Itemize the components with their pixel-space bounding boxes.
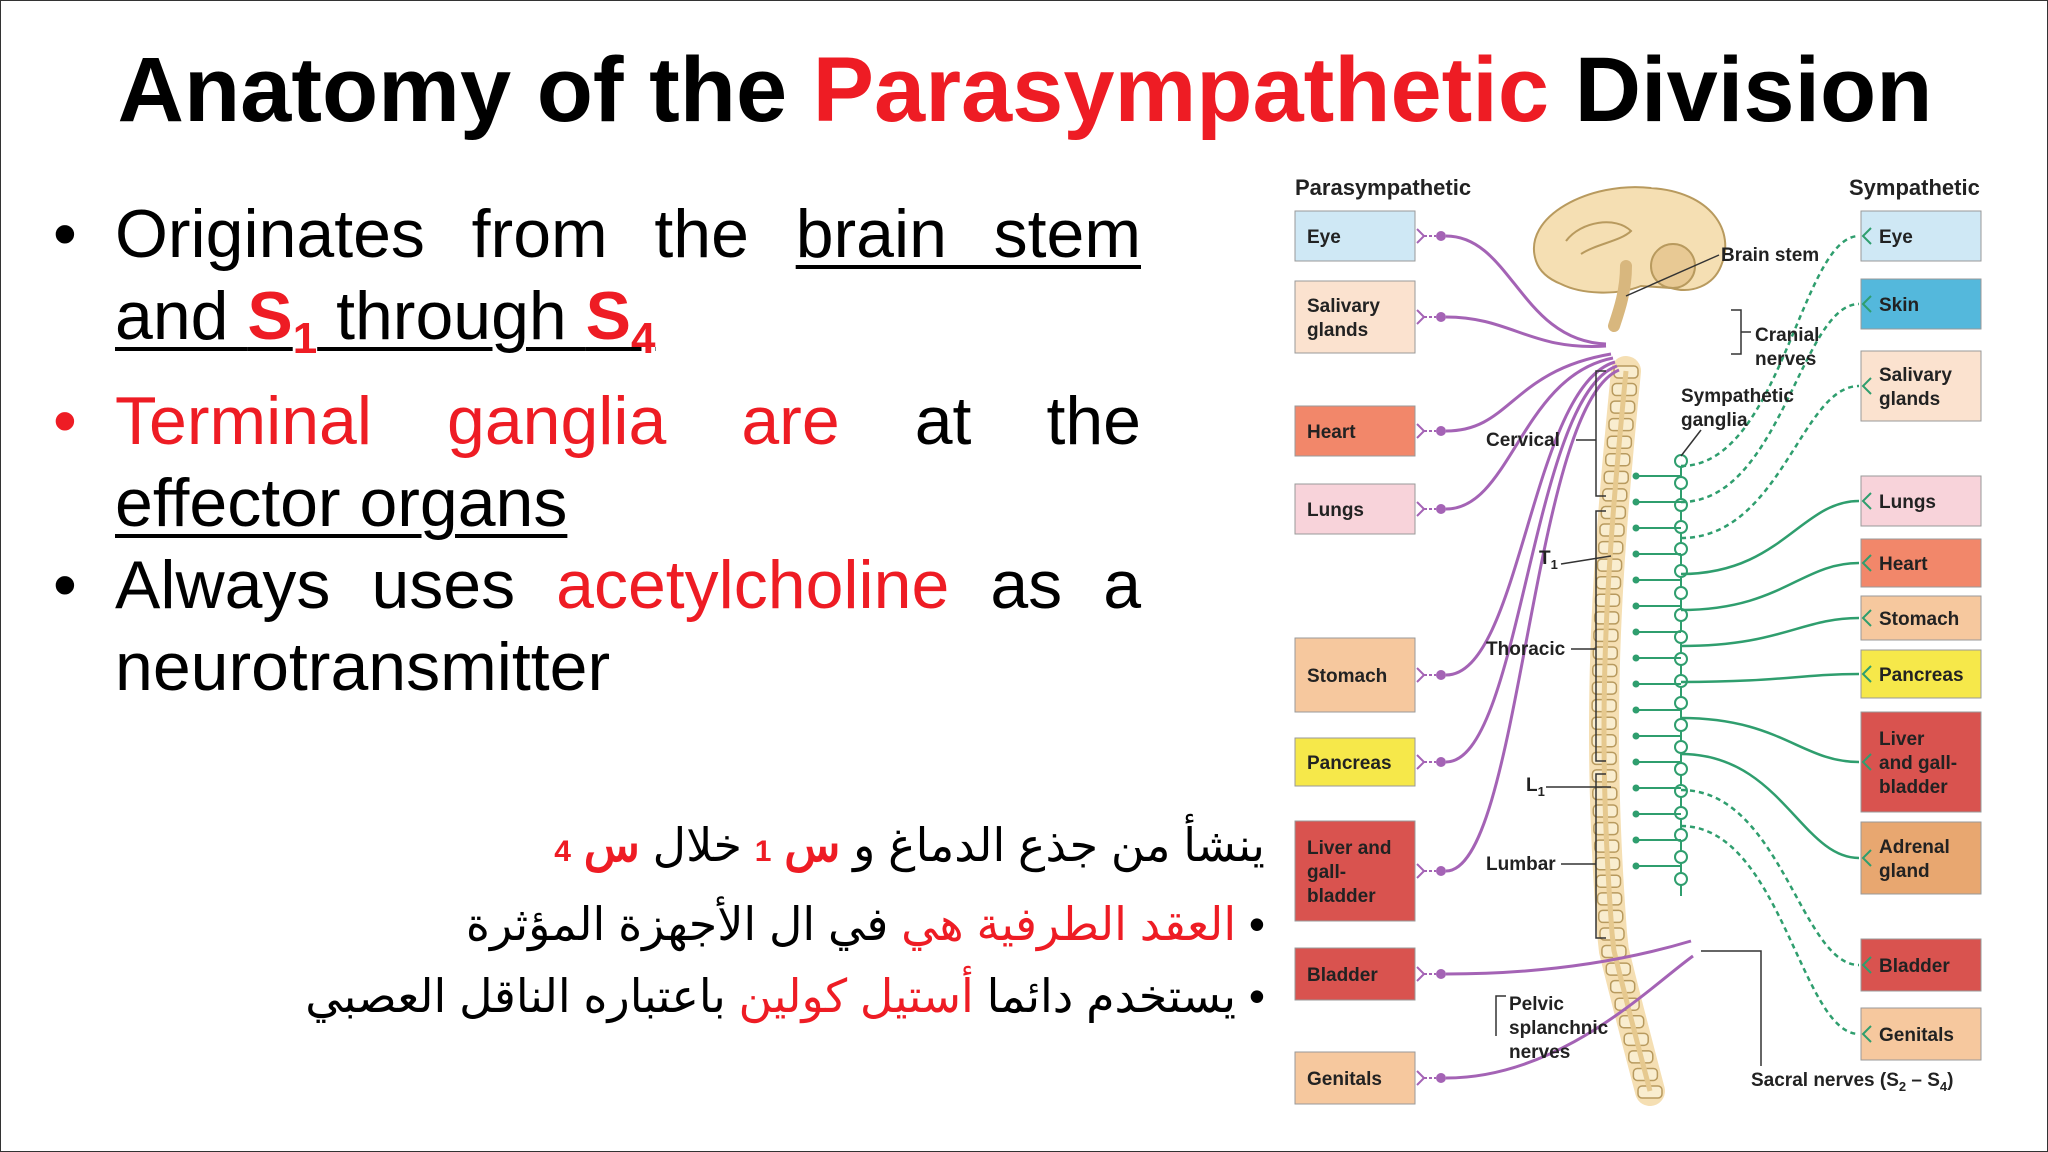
slide-title <box>1 33 2048 148</box>
title-part2: Division <box>1549 39 1933 141</box>
bullet-dot: • <box>53 547 77 623</box>
left-organ-arrow <box>1417 967 1424 981</box>
bullet-dot: • <box>1236 970 1265 1022</box>
preganglionic-dot <box>1633 811 1640 818</box>
left-organ-arrow <box>1417 310 1424 324</box>
left-organ-label: Liver and gall-bladder <box>1307 838 1392 907</box>
right-organ-label: Lungs <box>1879 492 1936 513</box>
preganglionic-dot <box>1633 603 1640 610</box>
right-organ-label: Salivary glands <box>1879 365 1952 410</box>
cranial-nerves-label: Cranial nerves <box>1755 325 1820 370</box>
sympathetic-ganglion <box>1675 697 1687 709</box>
bullet-list <box>53 193 1141 708</box>
left-organ-label: Stomach <box>1307 666 1388 687</box>
sympathetic-fiber <box>1681 563 1859 610</box>
sympathetic-fiber <box>1681 618 1859 646</box>
preganglionic-dot <box>1633 629 1640 636</box>
left-header: Parasympathetic <box>1295 175 1472 200</box>
terminal-ganglion <box>1436 866 1446 876</box>
pelvic-splanchnic-label: Pelvic splanchnic nerves <box>1509 994 1609 1063</box>
right-organ-label: Genitals <box>1879 1025 1954 1046</box>
preganglionic-dot <box>1633 577 1640 584</box>
parasympathetic-fiber <box>1446 317 1606 347</box>
right-organ-label: Pancreas <box>1879 665 1964 686</box>
right-organ-box <box>1861 351 1981 421</box>
sympathetic-fiber <box>1681 718 1859 762</box>
sympathetic-ganglion <box>1675 763 1687 775</box>
sympathetic-ganglia-leader <box>1681 430 1701 456</box>
sympathetic-ganglia-label: Sympathetic ganglia <box>1681 386 1794 431</box>
terminal-ganglia-text: Terminal ganglia are <box>115 383 840 459</box>
cervical-label: Cervical <box>1486 430 1560 451</box>
thoracic-label: Thoracic <box>1486 639 1566 660</box>
effector-organs-underlined: effector organs <box>115 465 568 541</box>
sacral-range-underlined <box>115 278 656 363</box>
sympathetic-fiber <box>1681 754 1859 858</box>
right-organ-label: Liver and gall-bladder <box>1879 729 1958 798</box>
left-organ-arrow <box>1417 1071 1424 1085</box>
sympathetic-fiber <box>1681 501 1859 574</box>
right-organ-label: Bladder <box>1879 956 1950 977</box>
sympathetic-ganglion <box>1675 587 1687 599</box>
terminal-ganglion <box>1436 312 1446 322</box>
left-organ-box <box>1295 281 1415 353</box>
bullet-origin-text: Originates from the <box>115 196 796 272</box>
terminal-ganglion <box>1436 504 1446 514</box>
terminal-ganglion <box>1436 426 1446 436</box>
brain-stem-underlined: brain stem <box>795 196 1141 272</box>
terminal-ganglion <box>1436 969 1446 979</box>
preganglionic-dot <box>1633 499 1640 506</box>
bullet-origin <box>53 193 1141 380</box>
preganglionic-dot <box>1633 759 1640 766</box>
preganglionic-dot <box>1633 863 1640 870</box>
preganglionic-dot <box>1633 525 1640 532</box>
left-organ-arrow <box>1417 755 1424 769</box>
bullet-dot: • <box>53 196 77 272</box>
left-organ-label: Heart <box>1307 422 1356 443</box>
arabic-line-3: • يستخدم دائما أستيل كولين باعتباره الناقل العصبي <box>305 970 1265 1022</box>
cranial-bracket <box>1731 310 1751 354</box>
sympathetic-ganglion <box>1675 719 1687 731</box>
preganglionic-dot <box>1633 655 1640 662</box>
left-organ-label: Bladder <box>1307 965 1378 986</box>
sympathetic-ganglion <box>1675 851 1687 863</box>
right-organ-box <box>1861 822 1981 894</box>
sympathetic-fiber <box>1681 386 1859 538</box>
parasympathetic-fiber <box>1446 941 1691 974</box>
left-organ-label: Pancreas <box>1307 753 1392 774</box>
right-organ-label: Eye <box>1879 227 1913 248</box>
arabic-line-1: ينشأ من جذع الدماغ و س 1 خلال س 4 <box>554 819 1265 871</box>
neurotransmitter-text: as a neurotransmitter <box>115 547 1142 705</box>
right-organ-label: Heart <box>1879 554 1928 575</box>
terminal-ganglion <box>1436 231 1446 241</box>
arabic-translation <box>265 809 1265 1032</box>
at-the-text: at the <box>839 383 1141 459</box>
right-organ-label: Stomach <box>1879 609 1960 630</box>
left-organ-label: Eye <box>1307 227 1341 248</box>
s1-label: $S_1$ <box>247 278 318 363</box>
preganglionic-dot <box>1633 681 1640 688</box>
title-part1: Anatomy of the <box>117 39 813 141</box>
left-organ-label: Lungs <box>1307 500 1364 521</box>
sacral-nerves-label: Sacral nerves $(S_2 - S_4)$ <box>1751 1070 1954 1094</box>
sympathetic-ganglion <box>1675 873 1687 885</box>
left-organ-label: Salivary glands <box>1307 296 1380 341</box>
acetylcholine-text: acetylcholine <box>556 547 950 623</box>
preganglionic-dot <box>1633 707 1640 714</box>
terminal-ganglion <box>1436 757 1446 767</box>
preganglionic-dot <box>1633 551 1640 558</box>
bullet-dot: • <box>1236 898 1265 950</box>
left-organ-arrow <box>1417 668 1424 682</box>
left-organ-arrow <box>1417 864 1424 878</box>
brain-stem-label: Brain stem <box>1721 245 1820 266</box>
right-organ-label: Adrenal gland <box>1879 837 1950 882</box>
s4-label: $S_4$ <box>585 278 656 363</box>
left-organ-arrow <box>1417 229 1424 243</box>
bullet-terminal-ganglia <box>53 380 1141 544</box>
sympathetic-fiber <box>1681 826 1859 1034</box>
preganglionic-dot <box>1633 785 1640 792</box>
preganglionic-dot <box>1633 473 1640 480</box>
sympathetic-fiber <box>1681 674 1859 682</box>
title-highlight: Parasympathetic <box>812 39 1550 141</box>
lumbar-label: Lumbar <box>1486 854 1556 875</box>
sympathetic-ganglion <box>1675 741 1687 753</box>
right-organ-label: Skin <box>1879 295 1920 316</box>
left-organ-arrow <box>1417 502 1424 516</box>
sympathetic-ganglion <box>1675 477 1687 489</box>
bullet-acetylcholine <box>53 544 1141 708</box>
preganglionic-dot <box>1633 733 1640 740</box>
arabic-line-2: • العقد الطرفية هي في ال الأجهزة المؤثرة <box>465 898 1265 950</box>
left-organ-arrow <box>1417 424 1424 438</box>
always-uses-text: Always uses <box>115 547 557 623</box>
preganglionic-dot <box>1633 837 1640 844</box>
l1-label: $L_1$ <box>1526 775 1545 799</box>
t1-label: $T_1$ <box>1539 548 1558 572</box>
pelvic-leader <box>1496 996 1506 1036</box>
sacral-leader <box>1701 951 1761 1066</box>
sympathetic-fiber <box>1681 790 1859 965</box>
terminal-ganglion <box>1436 1073 1446 1083</box>
bullet-dot: • <box>53 383 77 459</box>
terminal-ganglion <box>1436 670 1446 680</box>
nervous-system-diagram <box>1281 166 2021 1111</box>
parasympathetic-fiber <box>1446 362 1615 675</box>
left-organ-label: Genitals <box>1307 1069 1382 1090</box>
through-word: through <box>317 278 586 354</box>
and-word: and <box>115 278 248 354</box>
right-header: Sympathetic <box>1849 175 1980 200</box>
